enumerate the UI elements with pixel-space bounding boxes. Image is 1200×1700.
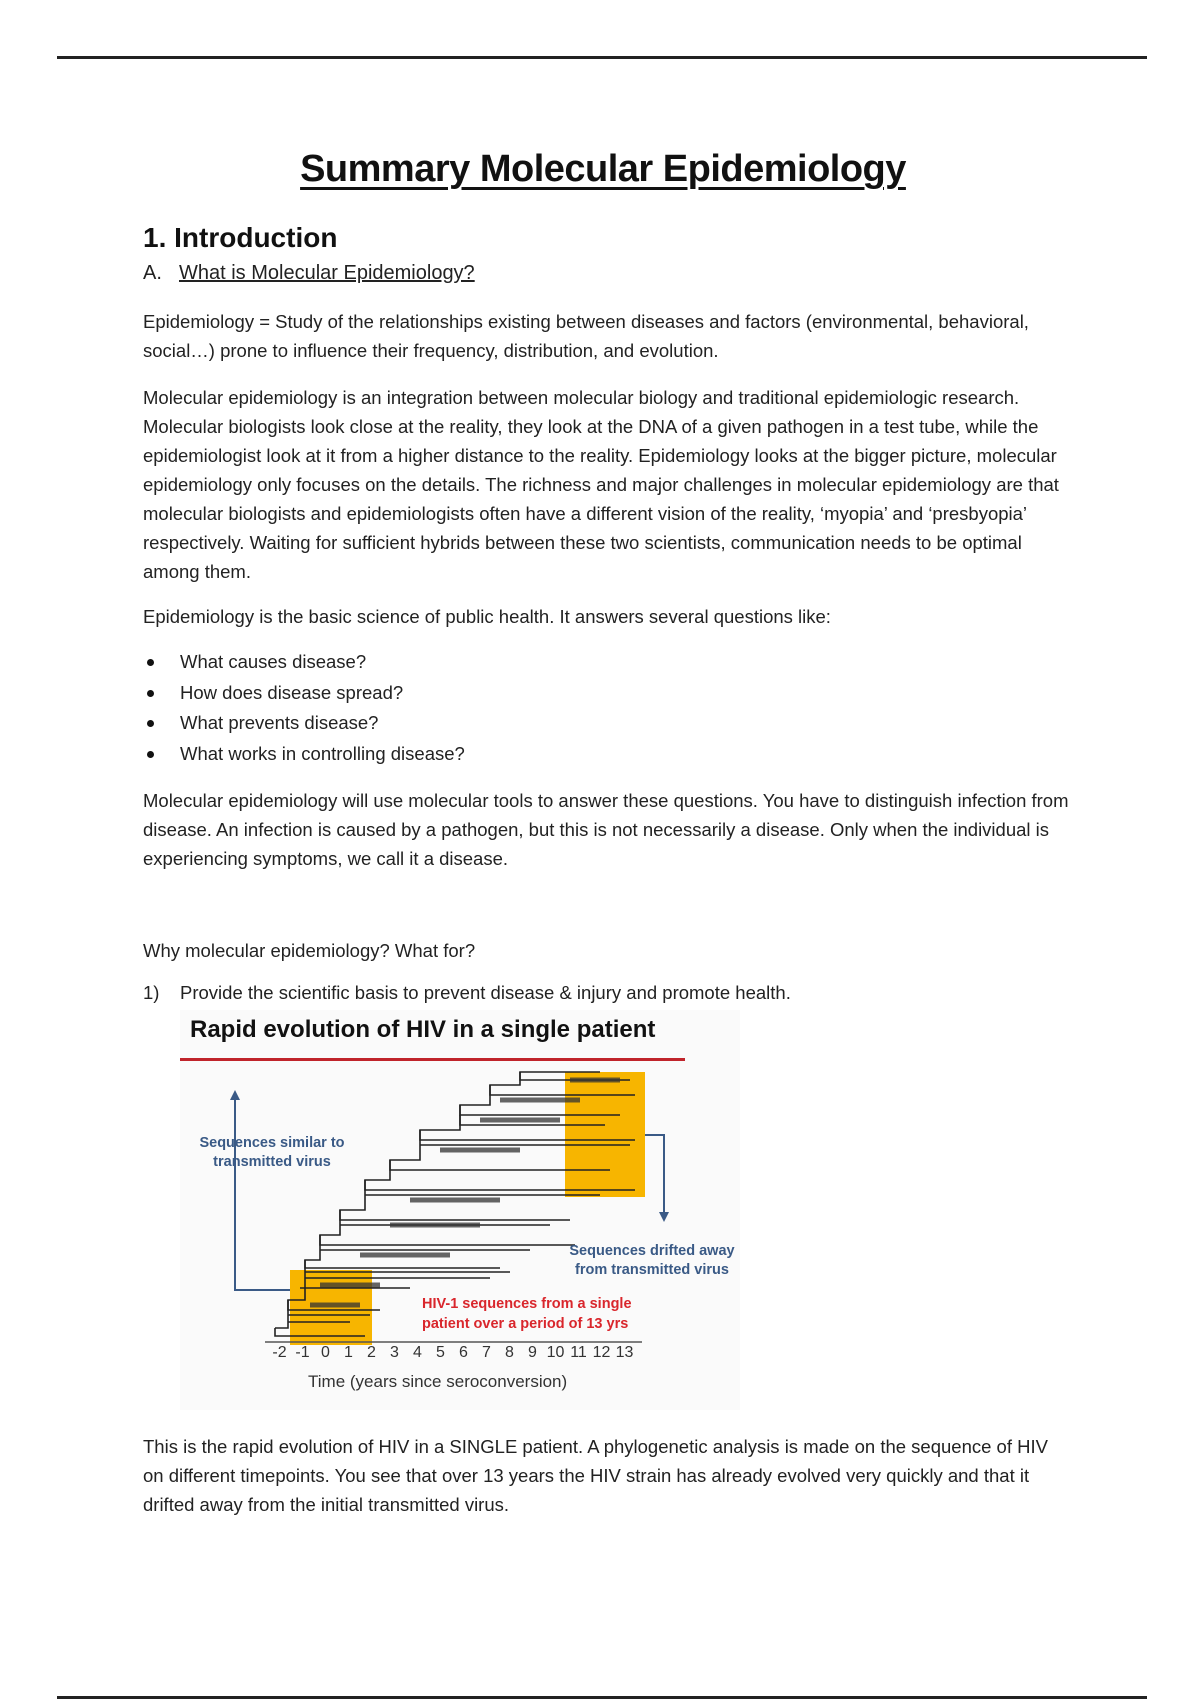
section-number: 1. xyxy=(143,222,167,253)
paragraph-integration: Molecular epidemiology is an integration between molecular biology and traditional epidemiologic research. Molecular biologists look close at the reality, they look at the DNA of a given pathogen in a test tube, while the epidemiologist look at it from a higher distance to the reality. Epidemiology looks at the bigger picture, molecular epidemiology only focuses on the details. The richness and major challenges in molecular epidemiology are that molecular biologists and epidemiologists often have a different vision of the reality, ‘myopia’ and ‘presbyopia’ respectively. Waiting for sufficient hybrids between these two scientists, communication needs to be optimal among them. xyxy=(143,387,1059,582)
time-axis-ticks: -2 -1 0 1 2 3 4 5 6 7 8 9 10 11 12 13 xyxy=(272,1344,634,1361)
document-title: Summary Molecular Epidemiology xyxy=(300,148,906,190)
paragraph-molecular-tools: Molecular epidemiology will use molecular tools to answer these questions. You have to distinguish infection from disease. An infection is caused by a pathogen, but this is not necessarily a disease. Only when the individual is experiencing symptoms, we call it a disease. xyxy=(143,790,1069,869)
hiv-evolution-figure xyxy=(180,1010,740,1410)
label-hiv-sequences: HIV-1 sequences from a single patient over a period of 13 yrs xyxy=(422,1296,632,1332)
bullet-icon xyxy=(147,720,154,727)
paragraph-hiv-explanation: This is the rapid evolution of HIV in a SINGLE patient. A phylogenetic analysis is made on the sequence of HIV on different timepoints. You see that over 13 years the HIV strain has already evolved very quickly and that it drifted away from the initial transmitted virus. xyxy=(143,1436,1048,1515)
bullet-icon xyxy=(147,659,154,666)
questions-list xyxy=(143,647,465,769)
list-item: What causes disease? xyxy=(143,647,465,678)
subsection-title: What is Molecular Epidemiology? xyxy=(179,262,475,284)
paragraph-definition: Epidemiology = Study of the relationships existing between diseases and factors (environmental, behavioral, social…) prone to influence their frequency, distribution, and evolution. xyxy=(143,311,1029,361)
arrow-up-icon xyxy=(230,1090,240,1100)
time-axis-label: Time (years since seroconversion) xyxy=(308,1372,568,1391)
list-item: What works in controlling disease? xyxy=(143,739,465,770)
bullet-icon xyxy=(147,690,154,697)
arrow-down-icon xyxy=(659,1212,669,1222)
list-item: What prevents disease? xyxy=(143,708,465,739)
footer-rule xyxy=(57,1696,1147,1699)
late-sequences-highlight xyxy=(565,1072,645,1197)
subsection-heading xyxy=(143,262,475,285)
subsection-letter: A. xyxy=(143,262,162,284)
paragraph-why: Why molecular epidemiology? What for? xyxy=(143,940,476,961)
header-rule xyxy=(57,56,1147,59)
paragraph-public-health: Epidemiology is the basic science of public health. It answers several questions like: xyxy=(143,606,831,627)
numbered-item xyxy=(143,982,791,1004)
item-text: Provide the scientific basis to prevent disease & injury and promote health. xyxy=(180,982,791,1003)
label-similar-sequences: Sequences similar to transmitted virus xyxy=(199,1135,345,1170)
section-title: Introduction xyxy=(174,222,338,253)
label-drifted-sequences: Sequences drifted away from transmitted virus xyxy=(569,1243,735,1278)
item-number: 1) xyxy=(143,982,160,1003)
section-heading xyxy=(143,222,337,254)
figure-title: Rapid evolution of HIV in a single patient xyxy=(190,1016,656,1043)
bullet-icon xyxy=(147,751,154,758)
list-item: How does disease spread? xyxy=(143,678,465,709)
